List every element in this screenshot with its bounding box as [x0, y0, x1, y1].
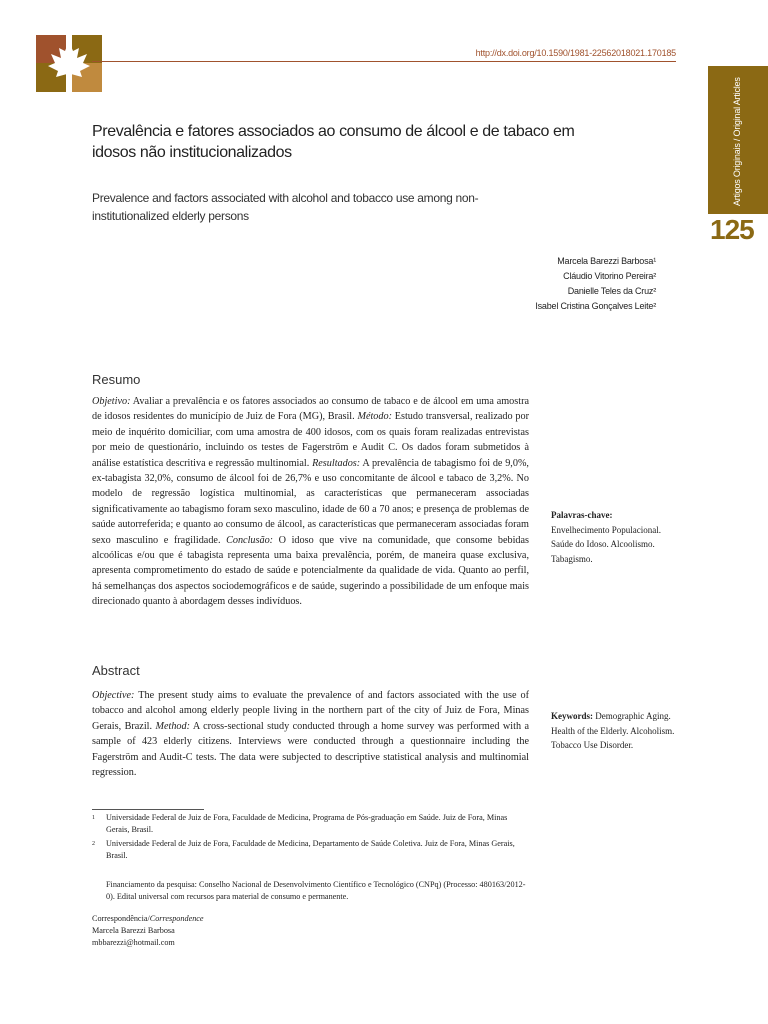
author-list	[460, 254, 656, 314]
text-resultados: A prevalência de tabagismo foi de 9,0%, ex-tabagista 32,0%, consumo de álcool foi de 26,7% e uso concomitante de álcool e tabaco de 3,2%. No modelo de regressão logística multinomial, as características que permaneceram associadas significativamente ao tabagismo foram sexo masculino, idade de 60 a 70 anos; e presença de problemas de saúde autorreferida; e quanto ao consumo de álcool, as características que permaneceram associadas foram sexo masculino e fragilidade.	[92, 457, 529, 546]
section-tab	[708, 66, 768, 214]
text-objective: The present study aims to evaluate the prevalence of and factors associated with the use of tobacco and alcohol among elderly people living in the northern part of the city of Juiz de Fora, Minas Gerais, Brazil.	[92, 690, 529, 732]
correspondence-email[interactable]: mbbarezzi@hotmail.com	[92, 938, 175, 947]
correspondence	[92, 913, 392, 949]
resumo-heading: Resumo	[92, 372, 141, 387]
label-metodo: Método:	[357, 411, 392, 423]
article-title: Prevalência e fatores associados ao consumo de álcool e de tabaco em idosos não institucionalizados	[92, 123, 575, 161]
correspondence-name: Marcela Barezzi Barbosa	[92, 926, 175, 935]
abstract-heading: Abstract	[92, 663, 140, 678]
keywords-en	[551, 709, 681, 753]
label-objetivo: Objetivo:	[92, 396, 131, 407]
article-title-english: Prevalence and factors associated with alcohol and tobacco use among non-institutionalized elderly persons	[92, 191, 479, 223]
abstract-text	[92, 688, 529, 780]
text-objetivo: Avaliar a prevalência e os fatores associados ao consumo de tabaco e de álcool em uma amostra de idosos residentes do município de Juiz de Fora (MG), Brasil.	[92, 396, 529, 423]
author-name: Marcela Barezzi Barbosa¹	[557, 256, 656, 266]
label-method: Method:	[155, 720, 190, 732]
text-method: A cross-sectional study conducted through a home survey was performed with a sample of 423 elderly citizens. Interviews were conducted through a questionnaire including the Fagerström and Audit-C tests. The data were subjected to descriptive statistical analysis and multinomial regression.	[92, 720, 530, 779]
page-number: 125	[710, 214, 754, 245]
maple-leaf-icon	[46, 39, 92, 89]
author-name: Isabel Cristina Gonçalves Leite²	[535, 301, 656, 311]
footnote-rule	[92, 809, 204, 810]
footnote	[92, 838, 529, 862]
label-objective: Objective:	[92, 690, 135, 701]
author-name: Danielle Teles da Cruz²	[567, 286, 656, 296]
keywords-en-text: Demographic Aging. Health of the Elderly. Alcoholism. Tobacco Use Disorder.	[551, 711, 675, 750]
footnote	[92, 812, 529, 836]
keywords-en-label: Keywords:	[551, 711, 593, 721]
label-resultados: Resultados:	[312, 457, 361, 469]
text-metodo: Estudo transversal, realizado por meio de inquérito domiciliar, com uma amostra de 400 idosos, com os quais foram realizadas entrevistas por meio de questionário, incluindo os testes de Fagerström e Audit C. Os dados foram submetidos à análise estatística descritiva e regressão multinomial.	[92, 411, 529, 469]
footnote-text: Universidade Federal de Juiz de Fora, Faculdade de Medicina, Departamento de Saúde Coletiva. Juiz de Fora, Minas Gerais, Brasil.	[106, 839, 515, 860]
keywords-pt-text: Envelhecimento Populacional. Saúde do Idoso. Alcoolismo. Tabagismo.	[551, 524, 661, 564]
footnote-number: 2	[92, 841, 95, 847]
doi-link[interactable]: http://dx.doi.org/10.1590/1981-22562018021.170185	[475, 48, 676, 58]
journal-logo	[36, 35, 102, 92]
correspondence-label: Correspondência/Correspondence	[92, 914, 204, 923]
keywords-pt	[551, 508, 681, 566]
keywords-pt-label: Palavras-chave:	[551, 510, 613, 520]
text-conclusao: O idoso que vive na comunidade, que consome bebidas alcoólicas e/ou que é tabagista representa uma baixa prevalência, porém, de maneira quase exclusiva, apresenta comprometimento do estado de saúde e potencialmente da qualidade de vida. Quanto ao perfil, há semelhanças dos aspectos sociodemográficos e de saúde, sugerindo a possibilidade de um enfoque mais direcionado quanto à abordagem desses indivíduos.	[92, 534, 529, 608]
header-rule	[92, 61, 676, 62]
funding-note: Financiamento da pesquisa: Conselho Nacional de Desenvolvimento Científico e Tecnológico (CNPq) (Processo: 480163/2012-0). Edital universal com recursos para material de consumo e permanente.	[106, 880, 526, 901]
footnote-text: Universidade Federal de Juiz de Fora, Faculdade de Medicina, Programa de Pós-graduação em Saúde. Juiz de Fora, Minas Gerais, Brasil.	[106, 813, 508, 834]
section-label: Artigos Originais / Original Articles	[732, 77, 742, 206]
resumo-text	[92, 394, 529, 610]
author-name: Cláudio Vitorino Pereira²	[563, 271, 656, 281]
label-conclusao: Conclusão:	[226, 534, 274, 546]
footnote-number: 1	[92, 815, 95, 821]
